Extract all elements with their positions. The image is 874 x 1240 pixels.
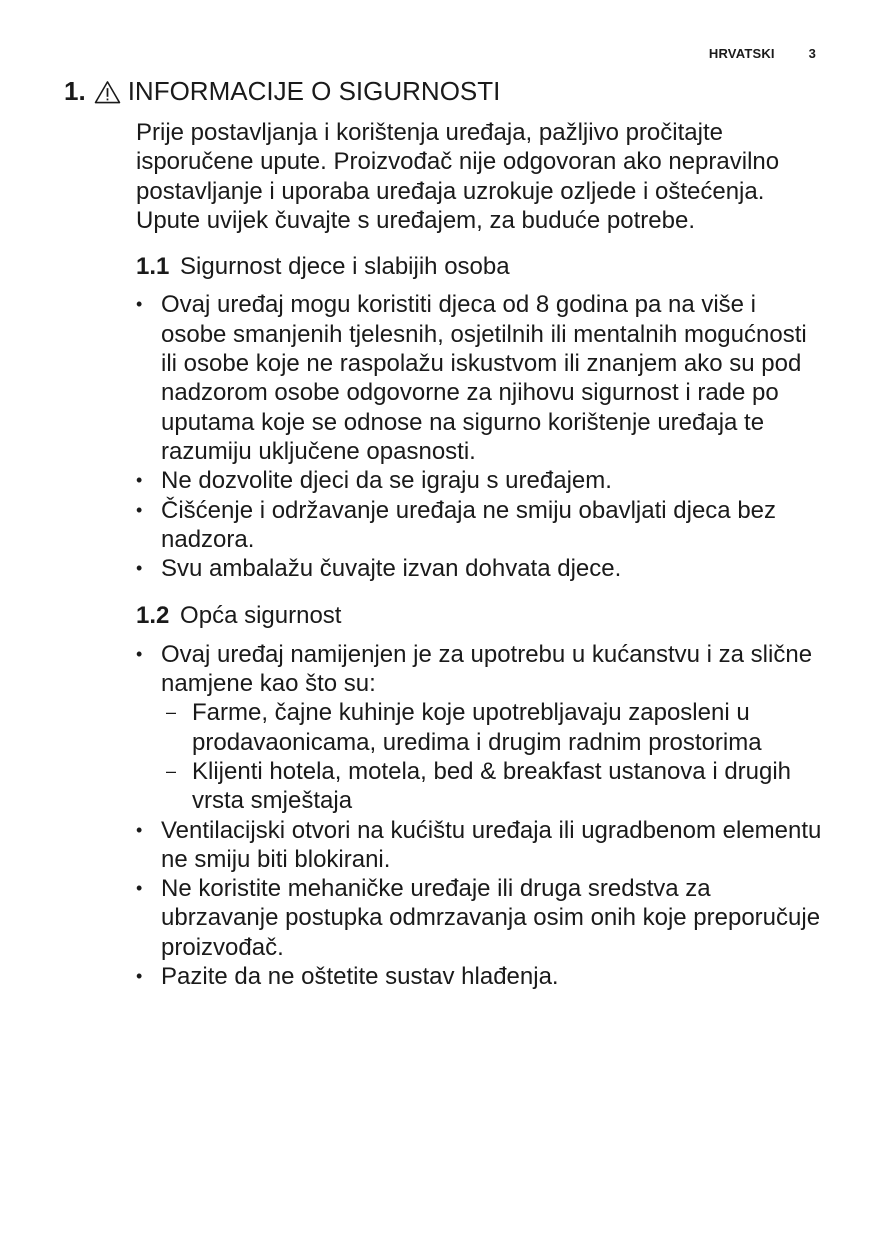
list-item: • Ventilacijski otvori na kućištu uređaja ili ugradbenom elementu ne smiju biti blokirani. [136, 816, 822, 873]
bullet-icon: • [136, 558, 143, 579]
list-item: • Ovaj uređaj namijenjen je za upotrebu u kućanstvu i za slične namjene kao što su: – Farme, čajne kuhinje koje upotrebljavaju zaposleni u prodavaonicama, uredima i drugim radnim prostorima – Klijenti hotela, motela, bed & breakfast ustanova i drugih vrsta smještaja [136, 640, 826, 816]
section-1-2-title: Opća sigurnost [180, 602, 342, 630]
section-1-1-heading [136, 252, 826, 281]
bullet-icon: • [136, 470, 143, 491]
list-item: • Ovaj uređaj mogu koristiti djeca od 8 godina pa na više i osobe smanjenih tjelesnih, osjetilnih ili mentalnih mogućnosti ili osobe koje ne raspolažu iskustvom ili znanjem ako su pod nadzorom osobe odgovorne za njihovu sigurnost i rade po uputama koje se odnose na sigurno korištenje uređaja te razumiju uključene opasnosti. [136, 291, 807, 465]
list-item: • Pazite da ne oštetite sustav hlađenja. [136, 963, 559, 991]
section-1-1-number: 1.1 [136, 253, 170, 281]
page-content [136, 118, 826, 991]
intro-paragraph: Prije postavljanja i korištenja uređaja, pažljivo pročitajte isporučene upute. Proizvođač nije odgovoran ako nepravilno postavljanje i uporaba uređaja uzrokuje ozljede i oštećenja. Upute uvijek čuvajte s uređajem, za buduće potrebe. [136, 119, 780, 234]
section-1-2-heading [136, 601, 826, 630]
list-item: • Ne dozvolite djeci da se igraju s uređajem. [136, 467, 612, 495]
dash-icon: – [166, 702, 177, 723]
bullet-icon: • [136, 819, 143, 840]
header-language: HRVATSKI [708, 46, 775, 61]
section-1-heading [64, 76, 500, 107]
sub-list-item: – Klijenti hotela, motela, bed & breakfast ustanova i drugih vrsta smještaja [166, 757, 792, 815]
section-1-title: INFORMACIJE O SIGURNOSTI [127, 76, 501, 106]
bullet-icon: • [136, 878, 143, 899]
page-number: 3 [808, 46, 816, 61]
dash-icon: – [166, 760, 177, 781]
section-1-number: 1. [64, 76, 86, 106]
bullet-icon: • [136, 643, 143, 664]
warning-icon [94, 80, 121, 104]
page-header [709, 46, 816, 61]
list-item: • Svu ambalažu čuvajte izvan dohvata djece. [136, 555, 622, 583]
bullet-icon: • [136, 966, 143, 987]
list-item: • Čišćenje i održavanje uređaja ne smiju obavljati djeca bez nadzora. [136, 496, 777, 553]
bullet-icon: • [136, 294, 143, 315]
bullet-icon: • [136, 499, 143, 520]
sub-list [161, 698, 826, 815]
section-1-2-number: 1.2 [136, 602, 170, 630]
general-safety-list [136, 640, 826, 992]
list-item: • Ne koristite mehaničke uređaje ili druga sredstva za ubrzavanje postupka odmrzavanja osim onih koje preporučuje proizvođač. [136, 875, 821, 961]
child-safety-list [136, 290, 826, 583]
sub-list-item: – Farme, čajne kuhinje koje upotrebljavaju zaposleni u prodavaonicama, uredima i drugim radnim prostorima [166, 699, 762, 756]
section-1-1-title: Sigurnost djece i slabijih osoba [180, 253, 510, 281]
